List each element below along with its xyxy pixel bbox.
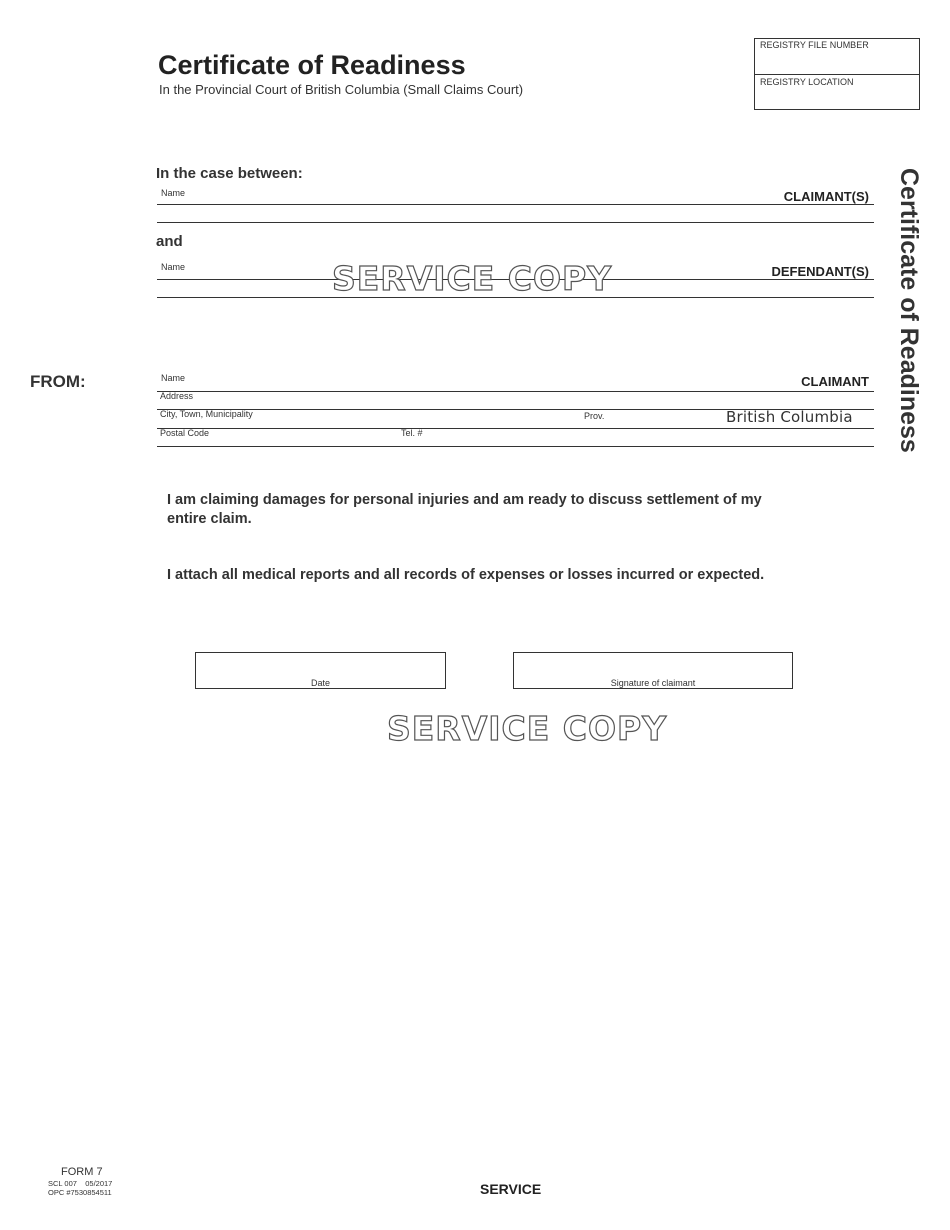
statement-line-2: entire claim. bbox=[167, 511, 252, 527]
claimant-name-field[interactable] bbox=[157, 187, 874, 223]
telephone-field[interactable] bbox=[397, 428, 874, 446]
defendant-name-label: Name bbox=[161, 262, 186, 272]
page-subtitle: In the Provincial Court of British Columbia (Small Claims Court) bbox=[159, 82, 524, 97]
opc-number: OPC #7530854511 bbox=[48, 1188, 112, 1197]
postal-code-label: Postal Code bbox=[160, 428, 210, 438]
divider bbox=[157, 446, 874, 447]
registry-location-field[interactable] bbox=[755, 75, 919, 111]
form-number: FORM 7 bbox=[61, 1166, 103, 1178]
from-label: FROM: bbox=[30, 372, 86, 391]
side-title: Certificate of Readiness bbox=[895, 168, 923, 453]
address-field[interactable] bbox=[157, 391, 874, 409]
signature-label: Signature of claimant bbox=[610, 678, 696, 688]
from-name-label: Name bbox=[161, 373, 186, 383]
form-code: SCL 007 05/2017 bbox=[48, 1179, 113, 1188]
divider bbox=[157, 204, 874, 205]
divider bbox=[157, 222, 874, 223]
claimant-name-label: Name bbox=[161, 188, 186, 198]
claimant-role-label: CLAIMANT(S) bbox=[783, 189, 869, 204]
telephone-label: Tel. # bbox=[401, 428, 423, 438]
date-label: Date bbox=[310, 678, 330, 688]
registry-file-number-label: REGISTRY FILE NUMBER bbox=[760, 40, 869, 50]
from-role-label: CLAIMANT bbox=[801, 374, 869, 389]
postal-code-field[interactable] bbox=[157, 428, 397, 446]
province-label: Prov. bbox=[584, 411, 605, 421]
statement-line-3: I attach all medical reports and all records of expenses or losses incurred or expected. bbox=[167, 567, 765, 583]
signature-field[interactable] bbox=[513, 652, 793, 689]
defendant-role-label: DEFENDANT(S) bbox=[771, 264, 869, 279]
registry-location-label: REGISTRY LOCATION bbox=[760, 77, 854, 87]
statement-line-1: I am claiming damages for personal injuries and am ready to discuss settlement of my bbox=[167, 492, 762, 508]
province-value: British Columbia bbox=[726, 408, 853, 426]
and-label: and bbox=[156, 233, 183, 250]
service-label: SERVICE bbox=[480, 1181, 542, 1197]
page-title: Certificate of Readiness bbox=[158, 50, 466, 80]
city-field[interactable] bbox=[157, 409, 577, 428]
city-label: City, Town, Municipality bbox=[160, 409, 253, 419]
address-label: Address bbox=[160, 391, 194, 401]
service-copy-watermark: SERVICE COPY bbox=[332, 259, 613, 298]
registry-file-number-field[interactable] bbox=[755, 39, 919, 75]
case-heading: In the case between: bbox=[156, 165, 303, 182]
from-name-field[interactable] bbox=[157, 372, 874, 391]
registry-box bbox=[754, 38, 920, 110]
date-field[interactable] bbox=[195, 652, 446, 689]
service-copy-watermark: SERVICE COPY bbox=[387, 709, 668, 748]
